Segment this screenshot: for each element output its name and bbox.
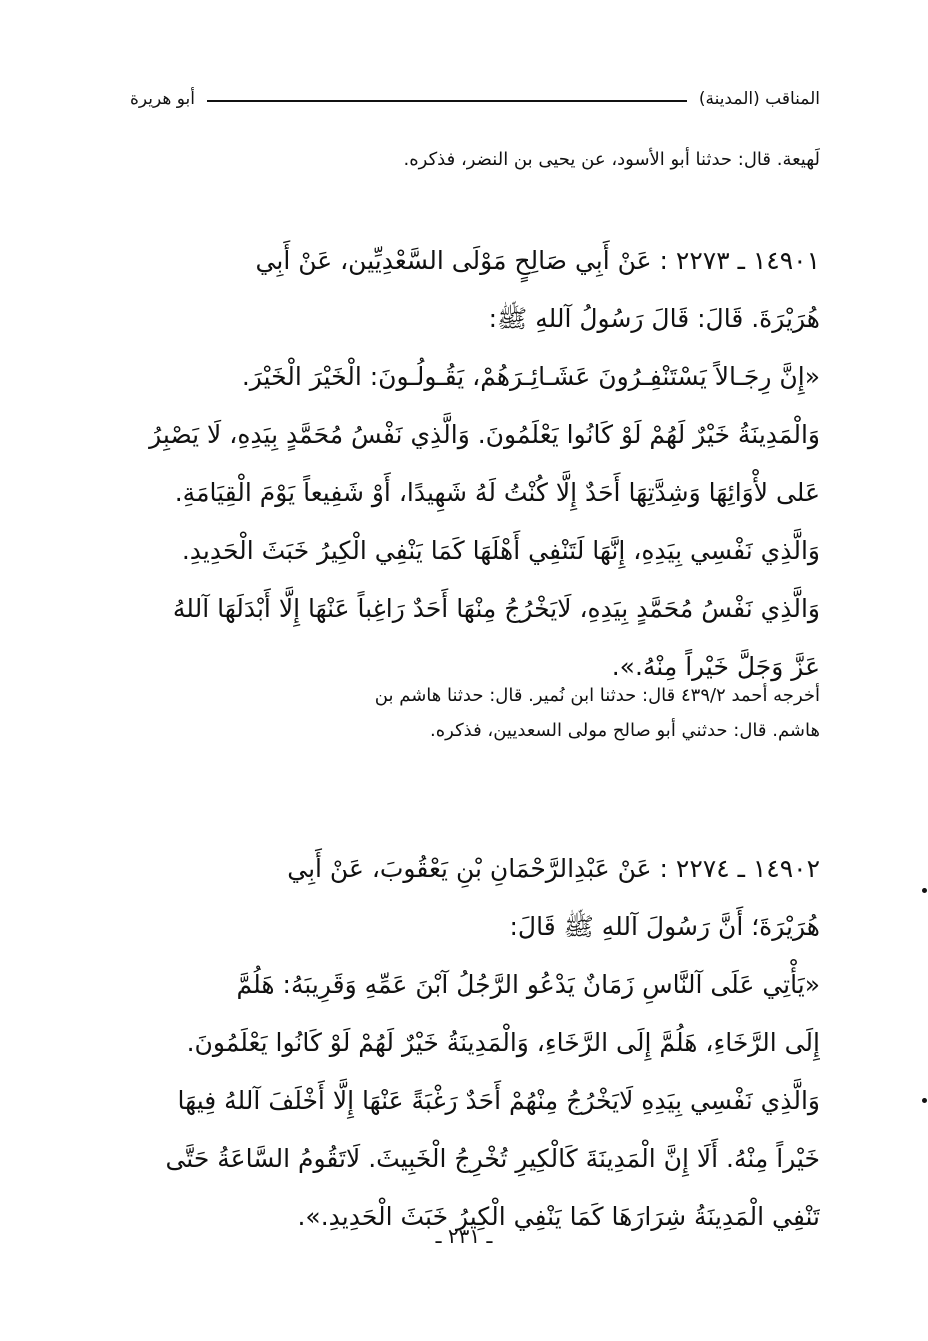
header-rule [207, 100, 687, 102]
hadith-line: هُرَيْرَةَ؛ أَنَّ رَسُولَ آللهِ ﷺ قَالَ: [509, 912, 820, 941]
takhrij-line: هاشم. قال: حدثني أبو صالح مولى السعديين، فذكره. [429, 720, 820, 741]
hadith-line: ١٤٩٠١ ـ ٢٢٧٣ : عَنْ أَبِي صَالِحٍ مَوْلَى السَّعْدِيِّين، عَنْ أَبِي [255, 246, 820, 275]
hadith-line: هُرَيْرَةَ. قَالَ: قَالَ رَسُولُ آللهِ ﷺ: [488, 304, 820, 333]
hadith-line: تَنْفِي الْمَدِينَةُ شِرَارَهَا كَمَا يَنْفِي الْكِيرُ خَبَثَ الْحَدِيدِ.». [297, 1202, 820, 1231]
takhrij-14901 [128, 678, 820, 748]
page-number: ـ ٢٣١ ـ [435, 1224, 493, 1248]
hadith-line: وَالْمَدِينَةُ خَيْرٌ لَهُمْ لَوْ كَانُوا يَعْلَمُونَ. وَالَّذِي نَفْسُ مُحَمَّدٍ بِيَدِهِ، لَا يَصْبِرُ [149, 420, 820, 449]
hadith-14902 [128, 840, 820, 1246]
scan-speck [922, 888, 927, 893]
hadith-line: خَيْراً مِنْهُ. أَلَا إِنَّ الْمَدِينَةَ كَالْكِيرِ تُخْرِجُ الْخَبِيثَ. لَاتَقُومُ السَّاعَةُ حَتَّى [165, 1144, 820, 1173]
scan-speck [922, 1098, 927, 1103]
hadith-line: عَلى لأْوَائِهَا وَشِدَّتِهَا أَحَدٌ إِلَّا كُنْتُ لَهُ شَهِيدًا، أَوْ شَفِيعاً يَوْمَ الْقِيَامَةِ. [174, 478, 820, 507]
hadith-line: ١٤٩٠٢ ـ ٢٢٧٤ : عَنْ عَبْدِالرَّحْمَانِ بْنِ يَعْقُوبَ، عَنْ أَبِي [287, 854, 820, 883]
takhrij-line: أخرجه أحمد ٤٣٩/٢ قال: حدثنا ابن نُمير. قال: حدثنا هاشم بن [374, 685, 820, 706]
hadith-line: عَزَّ وَجَلَّ خَيْراً مِنْهُ.». [611, 652, 820, 681]
header-section-title: المناقب (المدينة) [698, 89, 820, 109]
running-header [130, 84, 820, 114]
hadith-line: «يَأْتِي عَلَى آلنَّاسِ زَمَانٌ يَدْعُو الرَّجُلُ آبْنَ عَمِّهِ وَقَرِيبَهُ: هَلُمَّ [236, 970, 820, 999]
hadith-14901 [128, 232, 820, 696]
intro-line [128, 142, 820, 178]
header-narrator-name: أبو هريرة [130, 89, 196, 109]
hadith-line: وَالَّذِي نَفْسُ مُحَمَّدٍ بِيَدِهِ، لَايَخْرُجُ مِنْهَا أَحَدٌ رَاغِباً عَنْهَا إِلَّا أَبْدَلَهَا آللهُ [172, 594, 820, 623]
hadith-line: «إِنَّ رِجَـالاً يَسْتَنْفِـرُونَ عَشَـائِـرَهُمْ، يَقُـولُـونَ: الْخَيْرَ الْخَيْرَ. [241, 362, 820, 391]
hadith-line: وَالَّذِي نَفْسِي بِيَدِهِ، إِنَّهَا لَتَنْفِي أَهْلَهَا كَمَا يَنْفِي الْكِيرُ خَبَثَ الْحَدِيدِ. [181, 536, 820, 565]
hadith-line: إِلَى الرَّخَاءِ، هَلُمَّ إِلَى الرَّخَاءِ، وَالْمَدِينَةُ خَيْرٌ لَهُمْ لَوْ كَانُوا يَعْلَمُونَ. [186, 1028, 820, 1057]
intro-text: لَهيعة. قال: حدثنا أبو الأسود، عن يحيى بن النضر، فذكره. [403, 149, 820, 170]
hadith-line: وَالَّذِي نَفْسِي بِيَدِهِ لَايَخْرُجُ مِنْهُمْ أَحَدٌ رَغْبَةً عَنْهَا إِلَّا أَخْلَفَ آللهُ فِيهَا [177, 1086, 820, 1115]
